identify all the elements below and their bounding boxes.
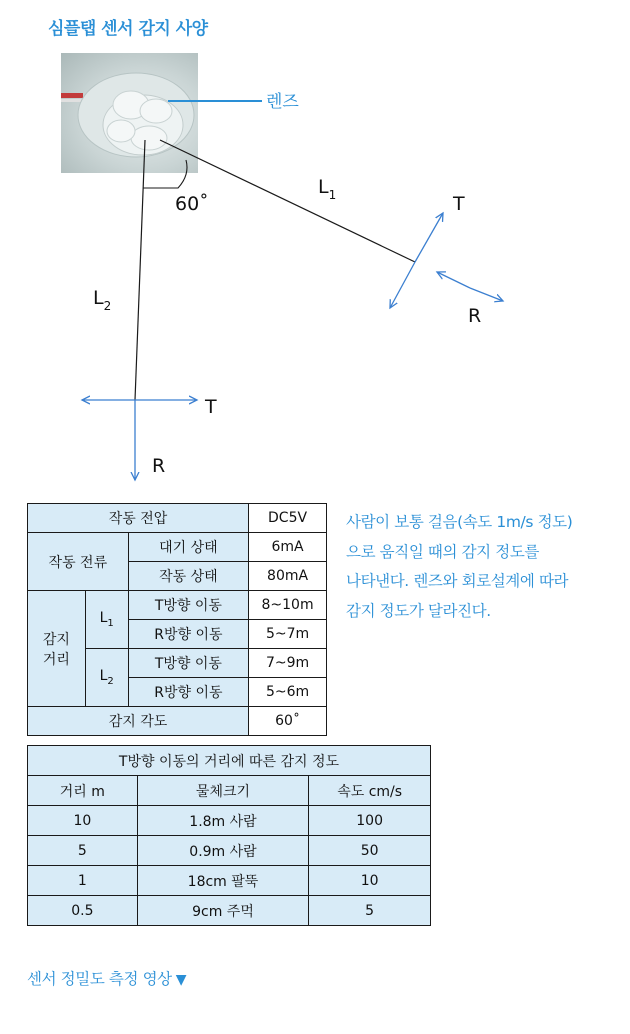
detection-diagram: [0, 0, 630, 500]
standby-label: 대기 상태: [128, 533, 248, 562]
l2-row-label: $L_2$: [85, 649, 128, 707]
page-title: 심플탭 센서 감지 사양: [48, 19, 208, 39]
angle-label: 60˚: [175, 193, 209, 215]
angle-arc: [143, 160, 187, 188]
l2-r-value: 5~6m: [249, 678, 327, 707]
lens-label: 렌즈: [266, 92, 299, 112]
table-row: 5 0.9m 사람 50: [28, 836, 431, 866]
voltage-value: DC5V: [249, 504, 327, 533]
standby-value: 6mA: [249, 533, 327, 562]
operating-value: 80mA: [249, 562, 327, 591]
spec-table: [27, 503, 327, 736]
l1-row-label: $L_1$: [85, 591, 128, 649]
voltage-label: 작동 전압: [28, 504, 249, 533]
l2-t-move-label: T방향 이동: [128, 649, 248, 678]
l2-label: $L_2$: [93, 287, 112, 313]
angle-value-cell: 60˚: [249, 707, 327, 736]
r-arrow-right: [470, 288, 503, 301]
operating-label: 작동 상태: [128, 562, 248, 591]
l2-t-value: 7~9m: [249, 649, 327, 678]
angle-label-cell: 감지 각도: [28, 707, 249, 736]
description-line: 나타낸다. 렌즈와 회로설계에 따라: [346, 572, 569, 590]
description: [346, 508, 621, 626]
r-label-right: R: [468, 305, 482, 327]
l1-r-move-label: R방향 이동: [128, 620, 248, 649]
header-speed: 속도 cm/s: [309, 776, 431, 806]
t-label-bottom: T: [205, 396, 217, 418]
header-object-size: 물체크기: [137, 776, 309, 806]
t-arrow-right: [415, 213, 443, 262]
video-link-label: 센서 정밀도 측정 영상: [27, 970, 172, 988]
header-distance: 거리 m: [28, 776, 138, 806]
l1-label: $L_1$: [318, 176, 337, 202]
description-line: 감지 정도가 달라진다.: [346, 601, 491, 620]
distance-label: 감지 거리: [28, 591, 86, 707]
r-label-bottom: R: [152, 455, 166, 477]
l2-r-move-label: R방향 이동: [128, 678, 248, 707]
video-link[interactable]: [27, 967, 186, 989]
l1-r-value: 5~7m: [249, 620, 327, 649]
table-row: 0.5 9cm 주먹 5: [28, 896, 431, 926]
table-row: 1 18cm 팔뚝 10: [28, 866, 431, 896]
l2-detection-line: [135, 140, 145, 400]
detection-table-title: T방향 이동의 거리에 따른 감지 정도: [28, 746, 431, 776]
current-label: 작동 전류: [28, 533, 129, 591]
detection-table: [27, 745, 431, 926]
triangle-down-icon: ▼: [175, 972, 187, 988]
l1-t-value: 8~10m: [249, 591, 327, 620]
t-arrow-right-back: [390, 262, 415, 308]
table-row: 10 1.8m 사람 100: [28, 806, 431, 836]
description-line: 사람이 보통 걸음(속도 1m/s 정도): [346, 513, 573, 531]
t-label-right: T: [453, 193, 465, 215]
l1-t-move-label: T방향 이동: [128, 591, 248, 620]
description-line: 으로 움직일 때의 감지 정도를: [346, 542, 539, 561]
r-arrow-right-back: [437, 272, 470, 288]
